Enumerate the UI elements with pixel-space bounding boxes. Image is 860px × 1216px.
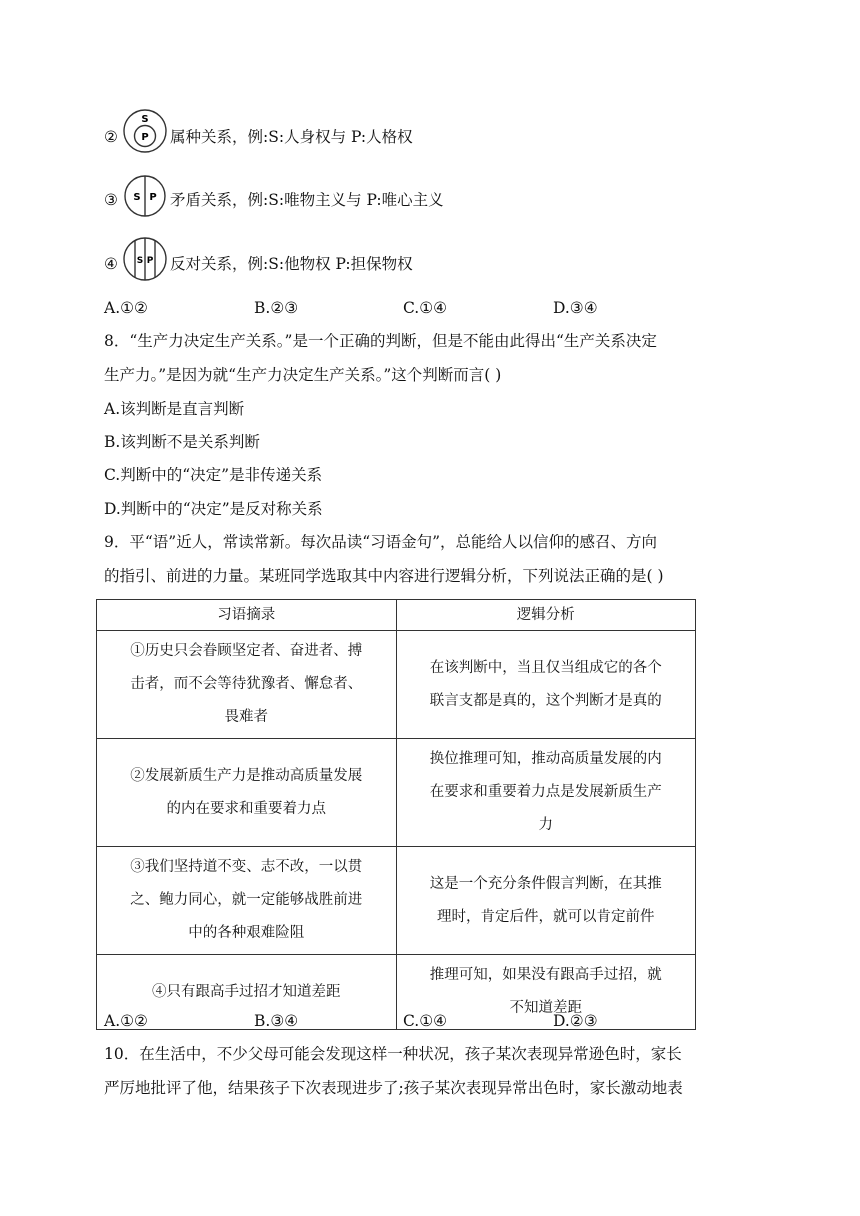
table-cell-quote: ④只有跟高手过招才知道差距 bbox=[97, 955, 397, 1030]
q9-option-b: B.③④ bbox=[254, 1012, 299, 1030]
q9-option-c: C.①④ bbox=[403, 1012, 448, 1030]
table-cell-analysis: 换位推理可知，推动高质量发展的内 在要求和重要着力点是发展新质生产 力 bbox=[396, 739, 696, 847]
header-quote: 习语摘录 bbox=[97, 600, 397, 631]
q8-option-d: D.判断中的“决定”是反对称关系 bbox=[104, 500, 323, 518]
q7-option-d: D.③④ bbox=[553, 299, 598, 317]
q8-stem-line-1: 8．“生产力决定生产关系。”是一个正确的判断，但是不能由此得出“生产关系决定 bbox=[104, 332, 657, 350]
right-label: P bbox=[146, 256, 154, 266]
logic-analysis-table bbox=[96, 599, 696, 1030]
q10-stem-line-1: 10．在生活中，不少父母可能会发现这样一种状况，孩子某次表现异常逊色时，家长 bbox=[104, 1045, 682, 1063]
q7-option-b: B.②③ bbox=[254, 299, 299, 317]
item-number: ③ bbox=[104, 191, 118, 209]
table-row bbox=[97, 955, 696, 1030]
q7-option-c: C.①④ bbox=[403, 299, 448, 317]
opposition-circle-icon bbox=[122, 234, 168, 284]
table-row bbox=[97, 847, 696, 955]
table-cell-analysis: 推理可知，如果没有跟高手过招，就 不知道差距 bbox=[396, 955, 696, 1030]
inner-label: P bbox=[141, 132, 149, 143]
table-header-row bbox=[97, 600, 696, 631]
table-cell-quote: ①历史只会眷顾坚定者、奋进者、搏 击者，而不会等待犹豫者、懈怠者、 畏难者 bbox=[97, 631, 397, 739]
q8-option-a: A.该判断是直言判断 bbox=[104, 400, 245, 418]
q8-option-c: C.判断中的“决定”是非传递关系 bbox=[104, 466, 323, 484]
q10-stem-line-2: 严厉地批评了他，结果孩子下次表现进步了;孩子某次表现异常出色时，家长激动地表 bbox=[104, 1079, 683, 1097]
q8-option-b: B.该判断不是关系判断 bbox=[104, 433, 260, 451]
table-cell-analysis: 在该判断中，当且仅当组成它的各个 联言支都是真的，这个判断才是真的 bbox=[396, 631, 696, 739]
table-cell-quote: ②发展新质生产力是推动高质量发展 的内在要求和重要着力点 bbox=[97, 739, 397, 847]
table-row bbox=[97, 631, 696, 739]
right-label: P bbox=[149, 192, 157, 203]
q9-option-d: D.②③ bbox=[553, 1012, 598, 1030]
q7-option-a: A.①② bbox=[104, 299, 148, 317]
diagram-caption: 矛盾关系，例:S:唯物主义与 P:唯心主义 bbox=[170, 191, 444, 209]
item-number: ② bbox=[104, 128, 118, 146]
q9-stem-line-2: 的指引、前进的力量。某班同学选取其中内容进行逻辑分析，下列说法正确的是( ) bbox=[104, 567, 664, 585]
left-label: S bbox=[136, 256, 144, 266]
contradiction-circle-icon bbox=[122, 170, 168, 220]
diagram-caption: 属种关系，例:S:人身权与 P:人格权 bbox=[170, 128, 413, 146]
q9-option-a: A.①② bbox=[104, 1012, 148, 1030]
item-number: ④ bbox=[104, 255, 118, 273]
q8-stem-line-2: 生产力。”是因为就“生产力决定生产关系。”这个判断而言( ) bbox=[104, 366, 502, 384]
diagram-caption: 反对关系，例:S:他物权 P:担保物权 bbox=[170, 255, 413, 273]
table-row bbox=[97, 739, 696, 847]
q9-stem-line-1: 9．平“语”近人，常读常新。每次品读“习语金句”，总能给人以信仰的感召、方向 bbox=[104, 533, 658, 551]
outer-label: S bbox=[141, 114, 149, 125]
table-cell-analysis: 这是一个充分条件假言判断，在其推 理时，肯定后件，就可以肯定前件 bbox=[396, 847, 696, 955]
genus-species-circle-icon bbox=[122, 107, 168, 157]
table-cell-quote: ③我们坚持道不变、志不改，一以贯 之、鲍力同心，就一定能够战胜前进 中的各种艰难险阻 bbox=[97, 847, 397, 955]
left-label: S bbox=[133, 192, 141, 203]
header-analysis: 逻辑分析 bbox=[396, 600, 696, 631]
